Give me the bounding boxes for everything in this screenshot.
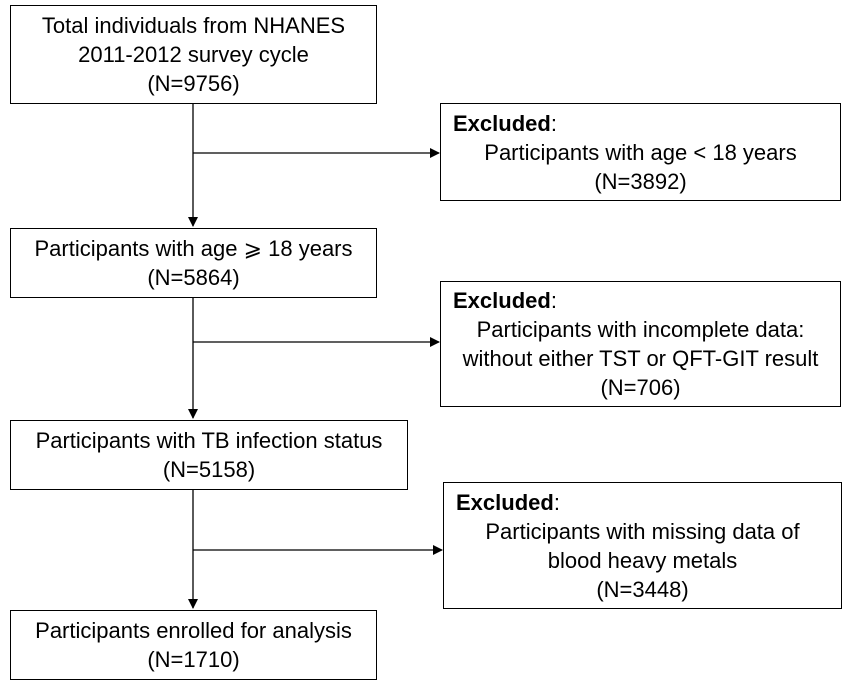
- box-enrolled-line2: (N=1710): [147, 647, 240, 672]
- exclusion-count: (N=3892): [594, 168, 687, 194]
- exclusion-heading: Excluded:: [456, 489, 560, 515]
- exclusion-count: (N=3448): [596, 576, 689, 602]
- box-enrolled: [10, 610, 377, 680]
- exclusion-box-incomplete-data: [440, 281, 841, 407]
- box-tb-line1: Participants with TB infection status: [35, 428, 383, 453]
- exclusion-box-heavy-metals: [443, 482, 842, 609]
- exclusion-line: Participants with age < 18 years: [484, 139, 797, 165]
- exclusion-line: blood heavy metals: [547, 547, 738, 573]
- exclusion-heading: Excluded:: [453, 288, 557, 313]
- exclusion-box-age: [440, 103, 841, 201]
- box-total-line2: 2011-2012 survey cycle: [78, 42, 309, 67]
- box-total-line3: (N=9756): [147, 71, 240, 96]
- box-total-line1: Total individuals from NHANES: [41, 13, 346, 38]
- box-tb-line2: (N=5158): [162, 457, 256, 482]
- exclusion-line: Participants with missing data of: [485, 518, 800, 544]
- box-adults: [10, 228, 377, 298]
- exclusion-line: Participants with incomplete data:: [476, 317, 805, 342]
- box-tb-status: [10, 420, 408, 490]
- exclusion-heading: Excluded:: [453, 110, 557, 136]
- box-total-individuals: [10, 5, 377, 104]
- box-adults-line2: (N=5864): [147, 265, 240, 290]
- exclusion-line: without either TST or QFT-GIT result: [462, 346, 819, 371]
- exclusion-count: (N=706): [600, 375, 681, 400]
- box-enrolled-line1: Participants enrolled for analysis: [35, 618, 352, 643]
- box-adults-line1: Participants with age ⩾ 18 years: [34, 236, 353, 261]
